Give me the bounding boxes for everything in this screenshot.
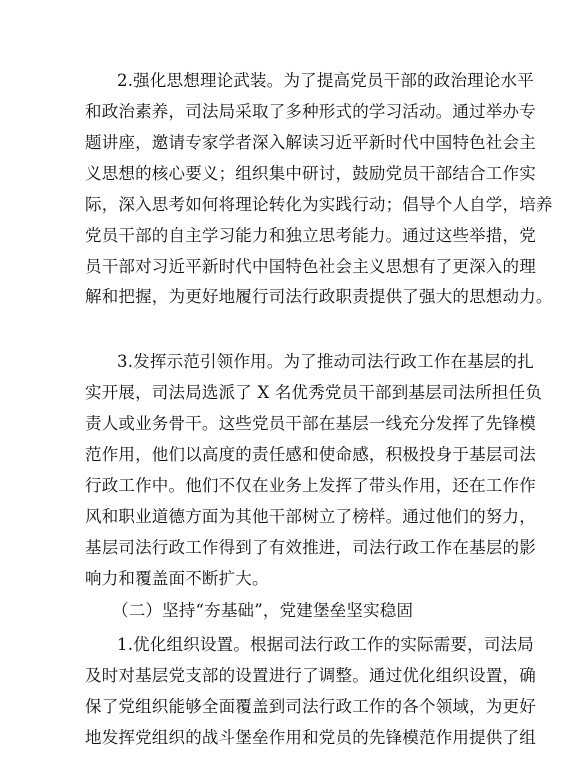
text-line: 责人或业务骨干。这些党员干部在基层一线充分发挥了先锋模 [85,414,536,433]
text-line: 际，深入思考如何将理论转化为实践行动；倡导个人自学，培养 [85,195,553,214]
text-line: 员干部对习近平新时代中国特色社会主义思想有了更深入的理 [85,257,536,276]
text-line: 响力和覆盖面不断扩大。 [85,569,269,588]
text-line: 3.发挥示范引领作用。为了推动司法行政工作在基层的扎 [117,352,534,371]
text-line: 及时对基层党支部的设置进行了调整。通过优化组织设置，确 [85,666,536,685]
text-line: 2.强化思想理论武装。为了提高党员干部的政治理论水平 [117,71,534,90]
text-line: 解和把握，为更好地履行司法行政职责提供了强大的思想动力。 [85,287,553,306]
text-line: 实开展，司法局选派了 X 名优秀党员干部到基层司法所担任负 [85,383,543,402]
text-line: 范作用，他们以高度的责任感和使命感，积极投身于基层司法 [85,445,536,464]
text-line: 1.优化组织设置。根据司法行政工作的实际需要，司法局 [117,635,534,654]
text-line: 和政治素养，司法局采取了多种形式的学习活动。通过举办专 [85,102,536,121]
text-line: 义思想的核心要义；组织集中研讨，鼓励党员干部结合工作实 [85,164,536,183]
section-heading: （二）坚持“夯基础”，党建堡垒坚实稳固 [112,601,414,620]
text-line: 地发挥党组织的战斗堡垒作用和党员的先锋模范作用提供了组 [85,728,536,747]
text-line: 基层司法行政工作得到了有效推进，司法行政工作在基层的影 [85,538,536,557]
text-line: 党员干部的自主学习能力和独立思考能力。通过这些举措，党 [85,226,536,245]
text-line: 保了党组织能够全面覆盖到司法行政工作的各个领域，为更好 [85,697,536,716]
text-line: 行政工作中。他们不仅在业务上发挥了带头作用，还在工作作 [85,476,536,495]
text-line: 风和职业道德方面为其他干部树立了榜样。通过他们的努力， [85,507,536,526]
text-line: 题讲座，邀请专家学者深入解读习近平新时代中国特色社会主 [85,133,536,152]
